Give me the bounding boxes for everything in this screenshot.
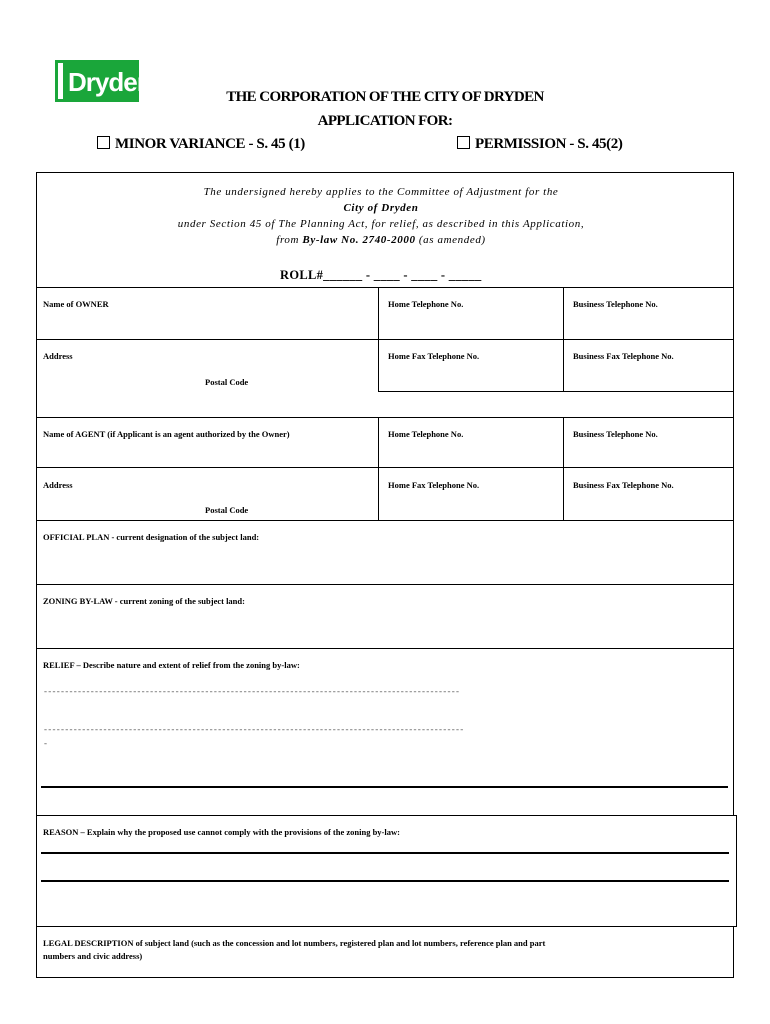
relief-dashed-line: ‐ ‐ ‐ ‐ ‐ ‐ ‐ ‐ ‐ ‐ ‐ ‐ ‐ ‐ ‐ ‐ ‐ ‐ ‐ ‐ ‐ ‐ ‐ ‐ ‐ ‐ ‐ ‐ ‐ ‐ ‐ ‐ ‐ ‐ ‐ ‐ ‐ ‐ ‐ ‐ ‐ ‐ ‐ ‐ ‐ ‐ ‐ ‐ ‐ ‐ ‐ ‐ ‐ ‐ ‐ ‐ ‐ ‐ ‐ ‐ ‐ ‐ ‐ ‐ ‐ ‐ ‐ ‐ ‐ ‐ ‐ ‐ ‐ ‐ ‐ ‐ ‐ ‐ ‐ ‐ ‐ ‐ ‐ ‐ ‐ ‐ ‐ ‐ ‐ ‐ ‐ ‐ ‐ ‐ ‐ ‐ ‐ ‐ <box>44 686 459 696</box>
checkbox-icon[interactable] <box>97 136 110 149</box>
agent-postal-field[interactable]: Postal Code <box>205 505 249 515</box>
owner-home-tel-field[interactable]: Home Telephone No. <box>388 299 464 309</box>
owner-postal-field[interactable]: Postal Code <box>205 377 249 387</box>
official-plan-field[interactable]: OFFICIAL PLAN - current designation of the subject land: <box>43 532 260 542</box>
owner-name-field[interactable]: Name of OWNER <box>43 299 109 309</box>
intro-city: City of Dryden <box>343 202 419 214</box>
owner-home-fax-field[interactable]: Home Fax Telephone No. <box>388 351 480 361</box>
minor-variance-label: MINOR VARIANCE - S. 45 (1) <box>115 136 305 152</box>
owner-bus-tel-field[interactable]: Business Telephone No. <box>573 299 658 309</box>
zoning-field[interactable]: ZONING BY-LAW - current zoning of the subject land: <box>43 596 245 606</box>
checkbox-icon[interactable] <box>457 136 470 149</box>
owner-address-field[interactable]: Address <box>43 351 73 361</box>
relief-dashed-line: ‐ ‐ ‐ ‐ ‐ ‐ ‐ ‐ ‐ ‐ ‐ ‐ ‐ ‐ ‐ ‐ ‐ ‐ ‐ ‐ ‐ ‐ ‐ ‐ ‐ ‐ ‐ ‐ ‐ ‐ ‐ ‐ ‐ ‐ ‐ ‐ ‐ ‐ ‐ ‐ ‐ ‐ ‐ ‐ ‐ ‐ ‐ ‐ ‐ ‐ ‐ ‐ ‐ ‐ ‐ ‐ ‐ ‐ ‐ ‐ ‐ ‐ ‐ ‐ ‐ ‐ ‐ ‐ ‐ ‐ ‐ ‐ ‐ ‐ ‐ ‐ ‐ ‐ ‐ ‐ ‐ ‐ ‐ ‐ ‐ ‐ ‐ ‐ ‐ ‐ ‐ ‐ ‐ ‐ ‐ ‐ ‐ ‐ ‐ <box>44 724 463 734</box>
relief-field[interactable]: RELIEF – Describe nature and extent of relief from the zoning by-law: <box>43 660 300 670</box>
legal-description-line-2: numbers and civic address) <box>43 951 143 961</box>
agent-address-field[interactable]: Address <box>43 480 73 490</box>
relief-dashed-line: ‐ <box>44 738 47 748</box>
intro-line-1: The undersigned hereby applies to the Committee of Adjustment for the <box>203 186 559 198</box>
owner-bus-fax-field[interactable]: Business Fax Telephone No. <box>573 351 674 361</box>
intro-line-3: under Section 45 of The Planning Act, for relief, as described in this Application, <box>177 218 585 230</box>
legal-description-field[interactable]: LEGAL DESCRIPTION of subject land (such as the concession and lot numbers, registered plan and lot numbers, reference plan and part <box>43 938 546 948</box>
application-for: APPLICATION FOR: <box>317 113 453 129</box>
permission-option[interactable] <box>457 136 622 153</box>
intro-line-4: from By-law No. 2740-2000 (as amended) <box>276 234 486 246</box>
agent-name-field[interactable]: Name of AGENT (if Applicant is an agent authorized by the Owner) <box>43 429 290 439</box>
agent-bus-tel-field[interactable]: Business Telephone No. <box>573 429 658 439</box>
svg-text:Dryden: Dryden <box>68 67 152 97</box>
agent-home-tel-field[interactable]: Home Telephone No. <box>388 429 464 439</box>
city-title: THE CORPORATION OF THE CITY OF DRYDEN <box>226 89 544 105</box>
permission-label: PERMISSION - S. 45(2) <box>475 136 623 152</box>
minor-variance-option[interactable] <box>97 136 305 153</box>
reason-field[interactable]: REASON – Explain why the proposed use cannot comply with the provisions of the zoning by-law: <box>43 827 400 837</box>
agent-bus-fax-field[interactable]: Business Fax Telephone No. <box>573 480 674 490</box>
agent-home-fax-field[interactable]: Home Fax Telephone No. <box>388 480 480 490</box>
roll-number-field[interactable]: ROLL#______ - ____ - ____ - _____ <box>280 268 482 282</box>
